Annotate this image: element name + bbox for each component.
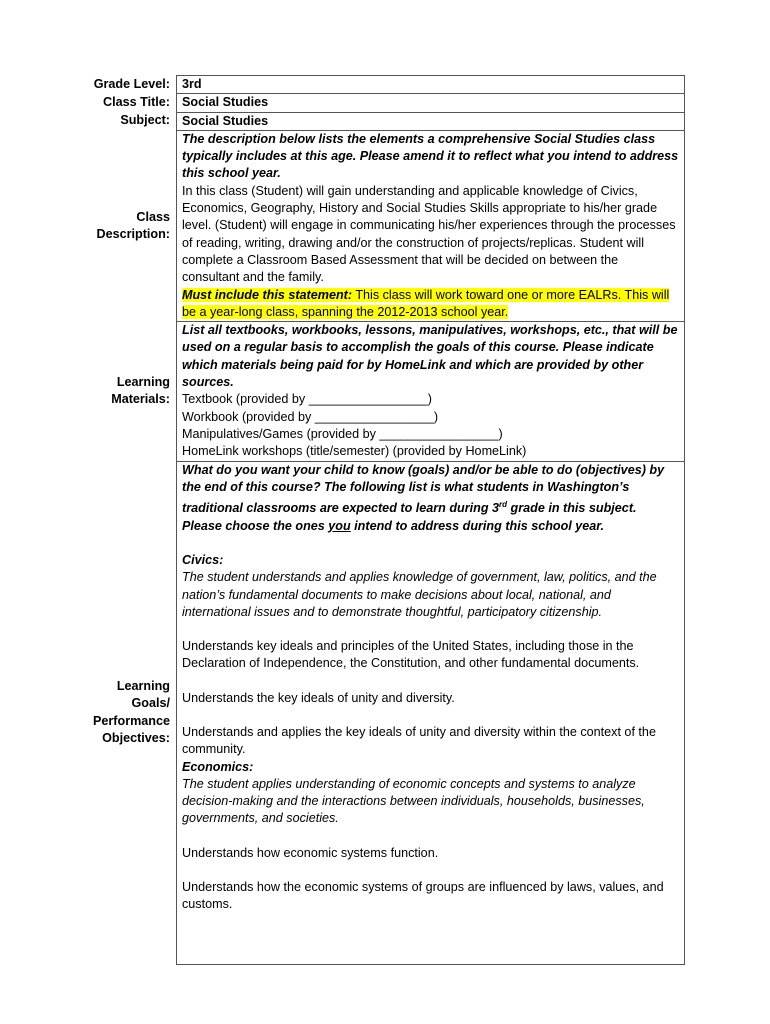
class-title-row <box>88 94 685 112</box>
instruction-superscript: rd <box>499 500 508 510</box>
material-item-workbook: Workbook (provided by _________________) <box>182 409 439 424</box>
learning-goals-label-line1: Learning <box>116 678 170 693</box>
civics-description: The student understands and applies knowledge of government, law, politics, and the nation’s fundamental documents to make decisions about local, national, and international issues and to demonstrate thoughtful, participatory citizenship. <box>182 570 657 619</box>
learning-goals-label-line2: Goals/ <box>131 696 170 711</box>
material-item-workshops: HomeLink workshops (title/semester) (provided by HomeLink) <box>182 444 527 459</box>
grade-level-label: Grade Level: <box>93 76 170 91</box>
subject-label: Subject: <box>120 113 170 128</box>
learning-goals-row <box>88 461 685 964</box>
instruction-part2: grade in this subject. Please choose the ones <box>182 501 637 533</box>
class-description-row <box>88 130 685 321</box>
must-include-text: This class will work toward one or more EALRs. This will be a year-long class, spanning the 2012-2013 school year. <box>182 287 670 319</box>
must-include-label: Must include this statement: <box>182 287 353 302</box>
economics-heading: Economics: <box>182 759 254 774</box>
course-form-table <box>88 75 685 965</box>
economics-item-1: Understands how economic systems function. <box>182 845 439 860</box>
learning-goals-instruction <box>182 462 679 535</box>
class-description-label-line1: Class <box>136 209 170 224</box>
civics-item-2: Understands the key ideals of unity and diversity. <box>182 690 455 705</box>
learning-materials-instruction: List all textbooks, workbooks, lessons, manipulatives, workshops, etc., that will be used on a regular basis to accomplish the goals of this course. Please indicate which materials being paid for by HomeLink and which are provided by other sources. <box>182 323 678 390</box>
civics-item-3: Understands and applies the key ideals of unity and diversity within the context of the community. <box>182 724 656 757</box>
learning-materials-label-line2: Materials: <box>111 392 170 407</box>
learning-materials-label <box>88 322 177 461</box>
economics-item-2: Understands how the economic systems of groups are influenced by laws, values, and customs. <box>182 880 664 912</box>
civics-item-1: Understands key ideals and principles of the United States, including those in the Declaration of Independence, the Constitution, and other fundamental documents. <box>182 639 640 671</box>
learning-goals-label <box>88 461 177 964</box>
learning-materials-label-line1: Learning <box>116 375 170 390</box>
subject-row <box>88 112 685 130</box>
class-description-body: In this class (Student) will gain understanding and applicable knowledge of Civics, Economics, Geography, History and Social Studies Skills appropriate to his/her grade level. (Student) will engage in communicating his/her experiences through the processes of reading, writing, drawing and/or the construction of projects/replicas. Student will complete a Classroom Based Assessment that will be decided on between the consultant and the family. <box>182 183 676 285</box>
class-title-label: Class Title: <box>103 94 170 109</box>
must-include-paragraph <box>182 287 679 322</box>
learning-goals-value <box>177 461 685 964</box>
learning-goals-label-line4: Objectives: <box>102 730 170 745</box>
class-description-instruction: The description below lists the elements a comprehensive Social Studies class typically includes at this age. Please amend it to reflect what you intend to address this school year. <box>182 131 679 181</box>
class-description-label <box>88 130 177 321</box>
material-item-textbook: Textbook (provided by _________________) <box>182 392 432 407</box>
learning-goals-label-line3: Performance <box>93 713 170 728</box>
grade-level-row <box>88 76 685 94</box>
instruction-you: you <box>328 518 351 533</box>
instruction-part3: intend to address during this school year. <box>350 518 605 533</box>
grade-level-value: 3rd <box>177 76 685 94</box>
civics-heading: Civics: <box>182 552 224 567</box>
learning-materials-value <box>177 322 685 461</box>
material-item-manipulatives: Manipulatives/Games (provided by _________________) <box>182 426 503 441</box>
class-title-value: Social Studies <box>177 94 685 112</box>
class-description-value <box>177 130 685 321</box>
class-description-label-line2: Description: <box>96 227 170 242</box>
economics-description: The student applies understanding of economic concepts and systems to analyze decision-making and the interactions between individuals, households, businesses, governments, and societies. <box>182 776 645 826</box>
subject-value: Social Studies <box>177 112 685 130</box>
instruction-part1: What do you want your child to know (goals) and/or be able to do (objectives) by the end of this course? The following list is what students in Washington’s traditional classrooms are expected to learn during 3 <box>182 462 665 516</box>
learning-materials-row <box>88 322 685 461</box>
